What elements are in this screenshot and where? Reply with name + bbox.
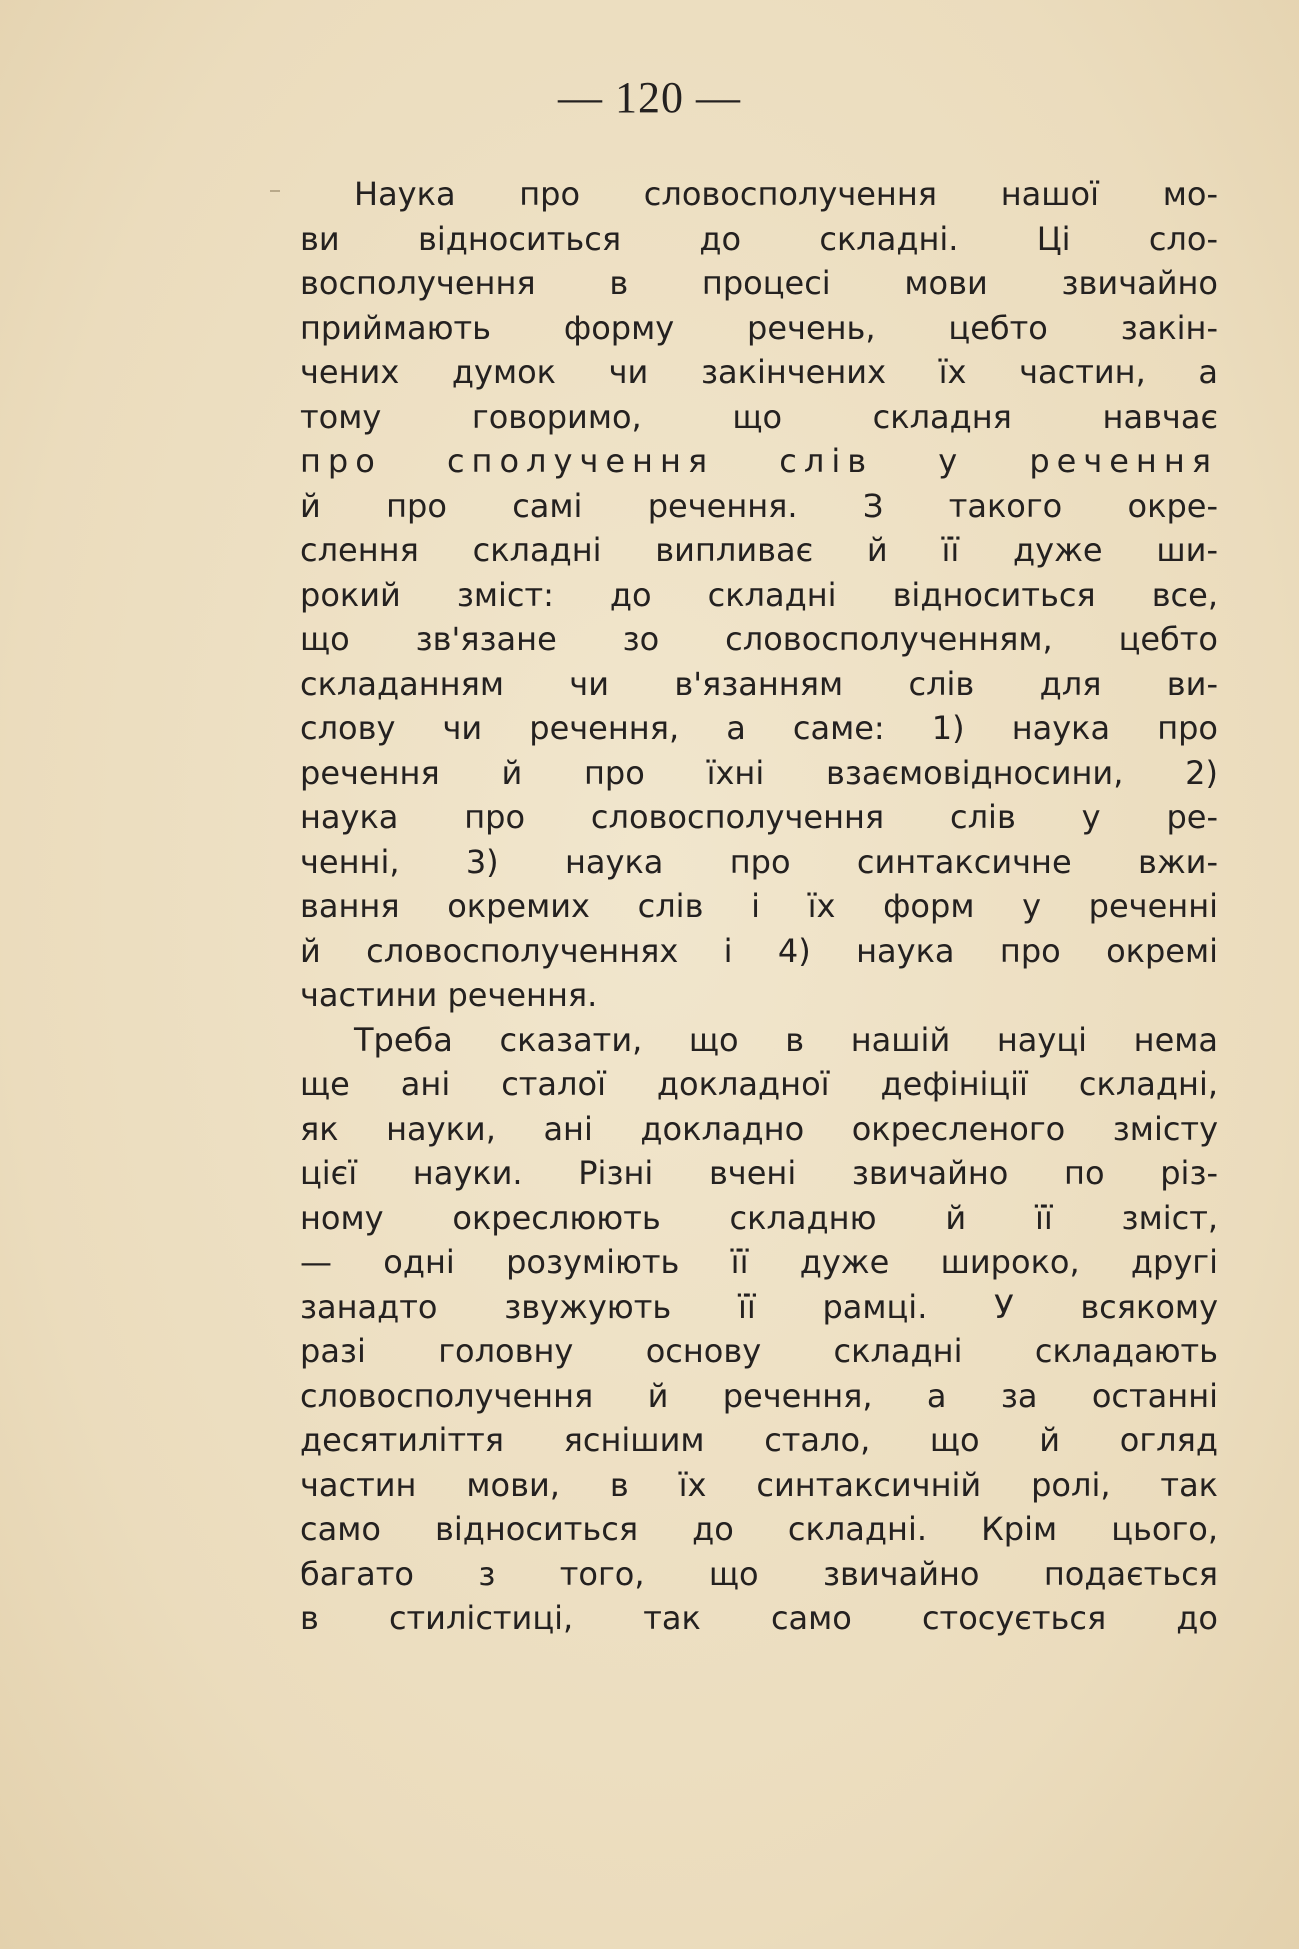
text-line: слову чи речення, а саме: 1) наука про bbox=[300, 709, 1218, 747]
text-line: слення складні випливає й її дуже ши- bbox=[300, 531, 1218, 569]
text-line: чених думок чи закінчених їх частин, а bbox=[300, 353, 1218, 391]
text-line: — одні розуміють її дуже широко, другі bbox=[300, 1243, 1218, 1281]
text-line: цієї науки. Різні вчені звичайно по різ- bbox=[300, 1154, 1218, 1192]
paper-fleck bbox=[270, 190, 280, 192]
text-line: приймають форму речень, цебто закін- bbox=[300, 308, 1218, 347]
text-line: словосполучення й речення, а за останні bbox=[300, 1376, 1218, 1415]
text-line: речення й про їхні взаємовідносини, 2) bbox=[300, 753, 1218, 792]
text-line: про сполучення слів у речення bbox=[300, 442, 1218, 480]
text-line: що зв'язане зо словосполученням, цебто bbox=[300, 620, 1218, 658]
text-line: разі головну основу складні складають bbox=[300, 1332, 1218, 1370]
text-line: багато з того, що звичайно подається bbox=[300, 1554, 1218, 1593]
body-text bbox=[300, 172, 1218, 1641]
text-line: наука про словосполучення слів у ре- bbox=[300, 798, 1218, 836]
text-line: ви відноситься до складні. Ці сло- bbox=[300, 219, 1218, 258]
text-line: само відноситься до складні. Крім цього, bbox=[300, 1510, 1218, 1548]
text-line: складанням чи в'язанням слів для ви- bbox=[300, 664, 1218, 703]
text-line: десятиліття яснішим стало, що й огляд bbox=[300, 1421, 1218, 1459]
text-line: як науки, ані докладно окресленого змісту bbox=[300, 1109, 1218, 1148]
page-number: — 120 — bbox=[558, 73, 741, 122]
text-line: частини речення. bbox=[300, 976, 598, 1014]
text-line: частин мови, в їх синтаксичній ролі, так bbox=[300, 1465, 1218, 1504]
text-line: Наука про словосполучення нашої мо- bbox=[354, 175, 1218, 213]
text-line: восполучення в процесі мови звичайно bbox=[300, 264, 1218, 302]
text-line: в стилістиці, так само стосується до bbox=[300, 1599, 1218, 1637]
text-line: й про самі речення. З такого окре- bbox=[300, 486, 1218, 525]
text-line: рокий зміст: до складні відноситься все, bbox=[300, 575, 1218, 614]
text-line: ще ані сталої докладної дефініції складні, bbox=[300, 1065, 1218, 1103]
text-line: занадто звужують її рамці. У всякому bbox=[300, 1287, 1218, 1326]
text-line: ному окреслюють складню й її зміст, bbox=[300, 1198, 1218, 1237]
text-line: й словосполученнях і 4) наука про окремі bbox=[300, 931, 1218, 970]
text-line: вання окремих слів і їх форм у реченні bbox=[300, 887, 1218, 925]
text-line: тому говоримо, що складня навчає bbox=[300, 397, 1218, 436]
text-line: Треба сказати, що в нашій науці нема bbox=[354, 1020, 1218, 1059]
text-line: ченні, 3) наука про синтаксичне вжи- bbox=[300, 842, 1218, 881]
